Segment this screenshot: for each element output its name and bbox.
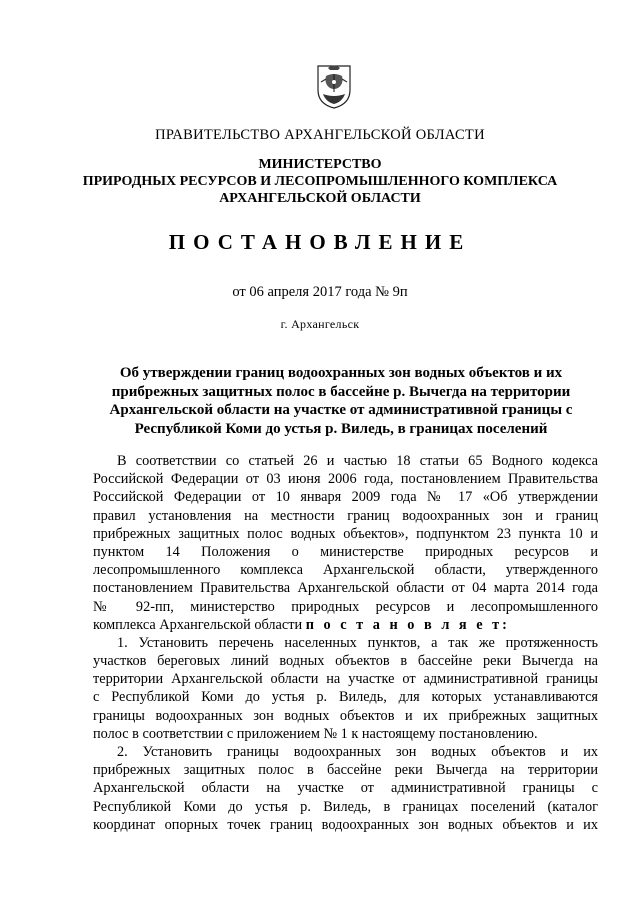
city-name: г. Архангельск	[280, 317, 360, 331]
body-line: границы водоохранных зон водных объектов и их прибрежных защитных	[93, 707, 598, 724]
body-line: прибрежных защитных полос в бассейне реки Вычегда на территории	[93, 762, 598, 779]
body-line: Российской Федерации от 10 января 2009 года № 17 «Об утверждении	[93, 489, 598, 506]
body-line: № 92-пп, министерство природных ресурсов и лесопромышленного	[93, 598, 598, 615]
document-body	[93, 452, 598, 834]
coat-of-arms-emblem	[314, 60, 354, 110]
date-and-number: от 06 апреля 2017 года № 9п	[232, 284, 408, 300]
document-title	[96, 364, 586, 438]
body-line: правил установления на местности границ водоохранных зон и границ	[93, 507, 598, 524]
document-type-title: ПОСТАНОВЛЕНИЕ	[168, 230, 472, 254]
ministry-line: ПРИРОДНЫХ РЕСУРСОВ И ЛЕСОПРОМЫШЛЕННОГО КОМПЛЕКСА	[82, 174, 558, 189]
body-line: с Республикой Коми до устья р. Виледь, для которых устанавливаются	[93, 689, 598, 706]
ministry-line: МИНИСТЕРСТВО	[258, 157, 382, 172]
body-line: пунктом 14 Положения о министерстве природных ресурсов и	[93, 543, 598, 560]
body-line: территории Архангельской области на участке от административной границы	[93, 671, 598, 688]
body-line: Республикой Коми до устья р. Виледь, в границах поселений (каталог	[93, 798, 598, 815]
body-line: участков береговых линий водных объектов в бассейне реки Вычегда на	[93, 653, 598, 670]
body-line: В соответствии со статьей 26 и частью 18 статьи 65 Водного кодекса	[117, 453, 598, 469]
body-line: координат опорных точек границ водоохранных зон водных объектов и их	[93, 816, 598, 833]
body-line: постановлением Правительства Архангельской области от 04 марта 2014 года	[93, 580, 598, 597]
body-line: лесопромышленного комплекса Архангельской области, утвержденного	[93, 562, 598, 579]
ministry-name	[0, 156, 640, 207]
resolves-word: п о с т а н о в л я е т	[305, 616, 503, 633]
body-line: 2. Установить границы водоохранных зон водных объектов и их	[117, 744, 598, 760]
body-line: полос в соответствии с приложением № 1 к настоящему постановлению.	[93, 725, 538, 742]
body-line: Российской Федерации от 03 июня 2006 года, постановлением Правительства	[93, 471, 598, 488]
title-line: Архангельской области на участке от административной границы с	[109, 402, 573, 418]
resolution-line	[93, 616, 598, 634]
government-name: ПРАВИТЕЛЬСТВО АРХАНГЕЛЬСКОЙ ОБЛАСТИ	[155, 127, 485, 143]
body-line: прибрежных защитных полос водных объектов», подпунктом 23 пункта 10 и	[93, 525, 598, 542]
body-line: 1. Установить перечень населенных пунктов, а так же протяженность	[117, 634, 598, 651]
ministry-line: АРХАНГЕЛЬСКОЙ ОБЛАСТИ	[219, 191, 421, 206]
body-line: комплекса Архангельской области	[93, 616, 303, 633]
body-line: Архангельской области на участке от административной границы с	[93, 780, 598, 797]
title-line: Об утверждении границ водоохранных зон водных объектов и их	[119, 365, 563, 381]
title-line: Республикой Коми до устья р. Виледь, в границах поселений	[134, 420, 548, 437]
title-line: прибрежных защитных полос в бассейне р. Вычегда на территории	[111, 383, 571, 400]
resolves-colon: :	[502, 616, 507, 633]
